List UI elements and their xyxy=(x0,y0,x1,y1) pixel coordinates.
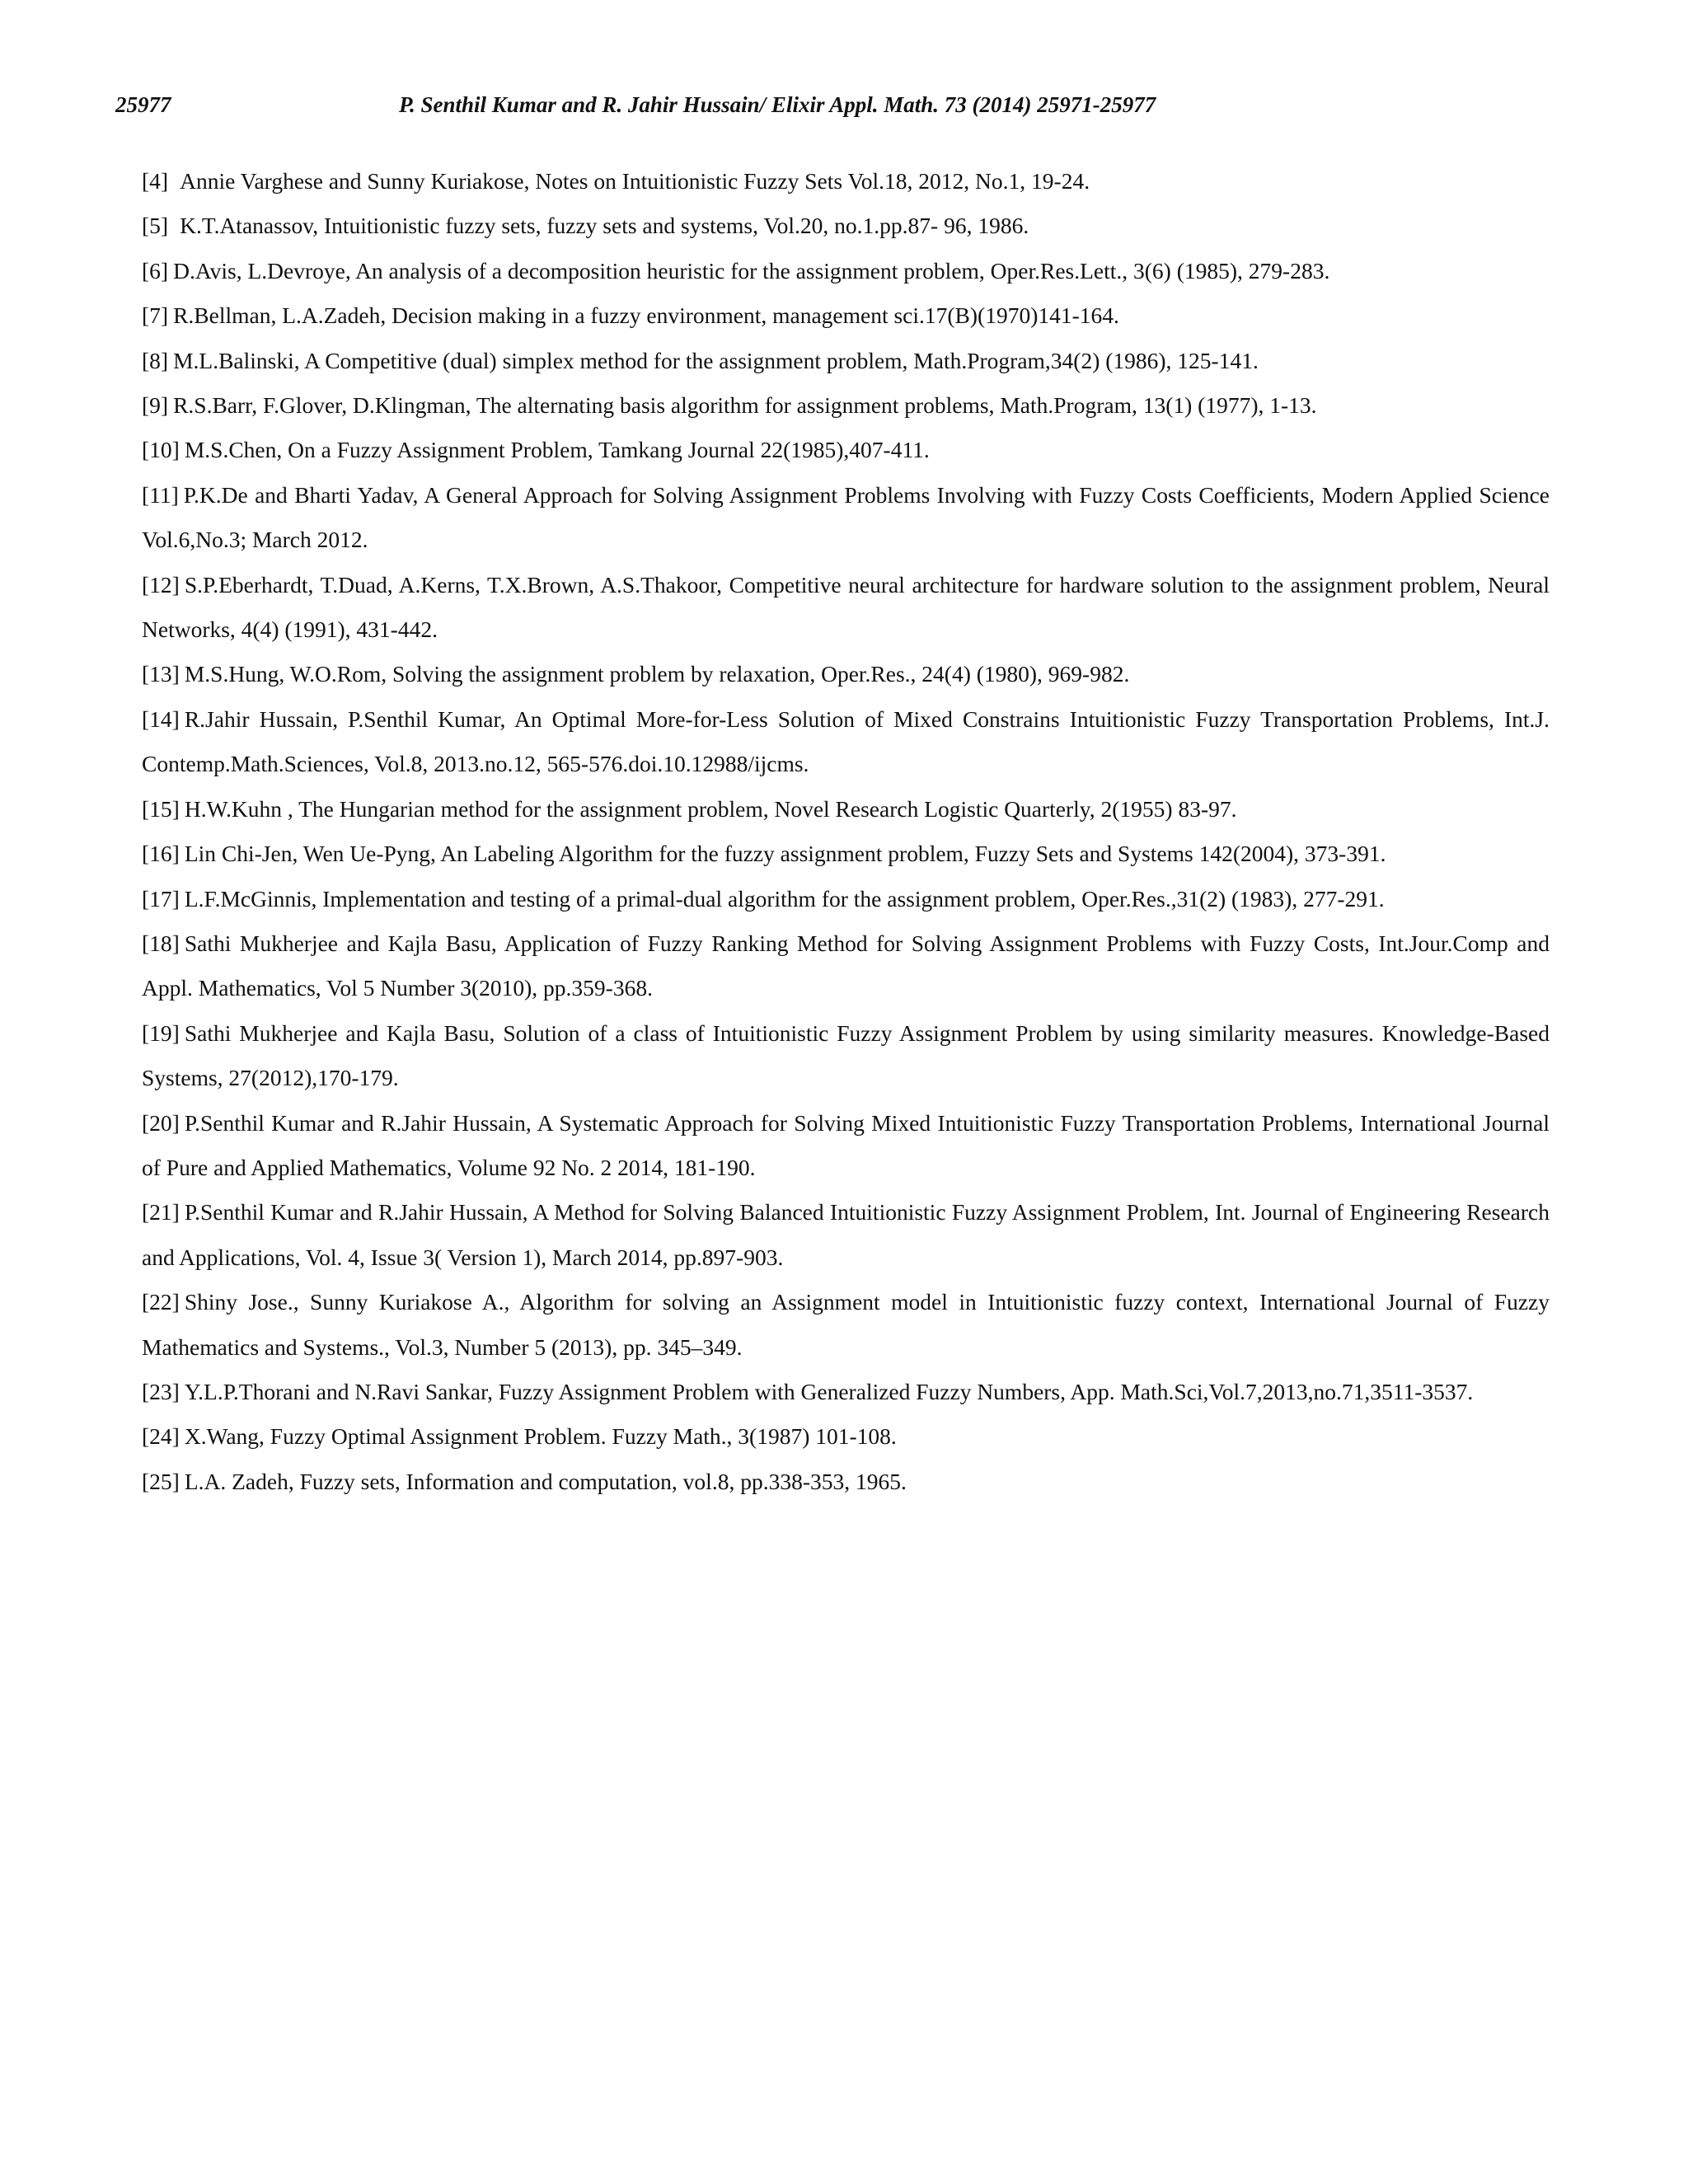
reference-item xyxy=(142,652,1550,696)
reference-item xyxy=(142,1414,1550,1459)
reference-number: [13] xyxy=(142,661,180,687)
reference-item xyxy=(142,1370,1550,1414)
reference-number: [17] xyxy=(142,885,180,912)
reference-text: K.T.Atanassov, Intuitionistic fuzzy sets, fuzzy sets and systems, Vol.20, no.1.pp.87- 96, 1986. xyxy=(180,213,1029,239)
reference-text: M.L.Balinski, A Competitive (dual) simplex method for the assignment problem, Math.Program,34(2) (1986), 125-141. xyxy=(173,347,1259,373)
reference-item xyxy=(142,787,1550,832)
reference-text: M.S.Chen, On a Fuzzy Assignment Problem, Tamkang Journal 22(1985),407-411. xyxy=(184,437,930,463)
reference-item xyxy=(142,339,1550,383)
reference-text: S.P.Eberhardt, T.Duad, A.Kerns, T.X.Brown, A.S.Thakoor, Competitive neural architecture for hardware solution to the assignment problem, Neural Networks, 4(4) (1991), 431-442. xyxy=(142,571,1550,643)
reference-item xyxy=(142,1280,1550,1370)
reference-text: R.Jahir Hussain, P.Senthil Kumar, An Optimal More-for-Less Solution of Mixed Constrains Intuitionistic Fuzzy Transportation Problems, Int.J. Contemp.Math.Sciences, Vol.8, 2013.no.12, 565-576.doi.10.12988/ijcms. xyxy=(142,705,1550,777)
reference-item xyxy=(142,563,1550,653)
reference-number: [12] xyxy=(142,571,180,598)
reference-number: [22] xyxy=(142,1289,180,1315)
reference-number: [15] xyxy=(142,795,180,822)
reference-text: H.W.Kuhn , The Hungarian method for the assignment problem, Novel Research Logistic Quarterly, 2(1955) 83-97. xyxy=(184,795,1237,822)
reference-text: P.Senthil Kumar and R.Jahir Hussain, A Systematic Approach for Solving Mixed Intuitionistic Fuzzy Transportation Problems, International Journal of Pure and Applied Mathematics, Volume 92 No. 2 2014, 181-190. xyxy=(142,1109,1550,1180)
reference-text: P.Senthil Kumar and R.Jahir Hussain, A Method for Solving Balanced Intuitionistic Fuzzy Assignment Problem, Int. Journal of Engineering Research and Applications, Vol. 4, Issue 3( Version 1), March 2014, pp.897-903. xyxy=(142,1199,1550,1270)
reference-number: [6] xyxy=(142,257,169,284)
reference-text: R.S.Barr, F.Glover, D.Klingman, The alternating basis algorithm for assignment problems, Math.Program, 13(1) (1977), 1-13. xyxy=(173,392,1317,419)
reference-number: [20] xyxy=(142,1109,180,1136)
running-head: P. Senthil Kumar and R. Jahir Hussain/ Elixir Appl. Math. 73 (2014) 25971-25977 xyxy=(399,92,1156,117)
reference-number: [18] xyxy=(142,930,180,956)
reference-number: [4] xyxy=(142,168,169,194)
reference-number: [21] xyxy=(142,1199,180,1226)
reference-item xyxy=(142,1011,1550,1101)
reference-text: R.Bellman, L.A.Zadeh, Decision making in a fuzzy environment, management sci.17(B)(1970)141-164. xyxy=(173,302,1119,329)
reference-number: [7] xyxy=(142,302,169,329)
reference-item xyxy=(142,697,1550,787)
reference-text: L.F.McGinnis, Implementation and testing of a primal-dual algorithm for the assignment problem, Oper.Res.,31(2) (1983), 277-291. xyxy=(184,885,1385,912)
reference-number: [11] xyxy=(142,481,179,508)
reference-item xyxy=(142,1190,1550,1280)
reference-number: [16] xyxy=(142,841,180,867)
reference-number: [8] xyxy=(142,347,169,373)
reference-number: [9] xyxy=(142,392,169,419)
reference-item xyxy=(142,383,1550,428)
reference-number: [14] xyxy=(142,705,180,732)
page-number: 25977 xyxy=(115,92,171,117)
reference-item xyxy=(142,428,1550,472)
reference-item xyxy=(142,204,1550,248)
reference-list xyxy=(142,159,1550,1504)
reference-number: [5] xyxy=(142,213,169,239)
reference-text: P.K.De and Bharti Yadav, A General Approach for Solving Assignment Problems Involving with Fuzzy Costs Coefficients, Modern Applied Science Vol.6,No.3; March 2012. xyxy=(142,481,1550,553)
reference-item xyxy=(142,1460,1550,1504)
reference-item xyxy=(142,877,1550,921)
reference-number: [24] xyxy=(142,1423,180,1450)
reference-item xyxy=(142,832,1550,876)
reference-text: X.Wang, Fuzzy Optimal Assignment Problem. Fuzzy Math., 3(1987) 101-108. xyxy=(184,1423,897,1450)
reference-text: Sathi Mukherjee and Kajla Basu, Solution of a class of Intuitionistic Fuzzy Assignment Problem by using similarity measures. Knowledge-Based Systems, 27(2012),170-179. xyxy=(142,1019,1550,1091)
reference-item xyxy=(142,473,1550,563)
reference-text: D.Avis, L.Devroye, An analysis of a decomposition heuristic for the assignment problem, Oper.Res.Lett., 3(6) (1985), 279-283. xyxy=(173,257,1330,284)
reference-text: Lin Chi-Jen, Wen Ue-Pyng, An Labeling Algorithm for the fuzzy assignment problem, Fuzzy Sets and Systems 142(2004), 373-391. xyxy=(184,841,1386,867)
reference-number: [10] xyxy=(142,437,180,463)
reference-item xyxy=(142,159,1550,204)
reference-number: [19] xyxy=(142,1019,180,1046)
reference-text: Shiny Jose., Sunny Kuriakose A., Algorithm for solving an Assignment model in Intuitionistic fuzzy context, International Journal of Fuzzy Mathematics and Systems., Vol.3, Number 5 (2013), pp. 345–349. xyxy=(142,1289,1550,1360)
page-header xyxy=(115,92,1573,125)
reference-text: Annie Varghese and Sunny Kuriakose, Notes on Intuitionistic Fuzzy Sets Vol.18, 2012, No.1, 19-24. xyxy=(180,168,1090,194)
reference-item xyxy=(142,249,1550,293)
reference-item xyxy=(142,921,1550,1011)
reference-text: M.S.Hung, W.O.Rom, Solving the assignment problem by relaxation, Oper.Res., 24(4) (1980), 969-982. xyxy=(184,661,1130,687)
reference-text: Sathi Mukherjee and Kajla Basu, Application of Fuzzy Ranking Method for Solving Assignment Problems with Fuzzy Costs, Int.Jour.Comp and Appl. Mathematics, Vol 5 Number 3(2010), pp.359-368. xyxy=(142,930,1550,1001)
reference-item xyxy=(142,1101,1550,1191)
reference-number: [25] xyxy=(142,1468,180,1494)
reference-number: [23] xyxy=(142,1378,180,1404)
reference-text: L.A. Zadeh, Fuzzy sets, Information and computation, vol.8, pp.338-353, 1965. xyxy=(184,1468,907,1494)
reference-text: Y.L.P.Thorani and N.Ravi Sankar, Fuzzy Assignment Problem with Generalized Fuzzy Numbers, App. Math.Sci,Vol.7,2013,no.71,3511-3537. xyxy=(184,1378,1474,1404)
reference-item xyxy=(142,293,1550,338)
